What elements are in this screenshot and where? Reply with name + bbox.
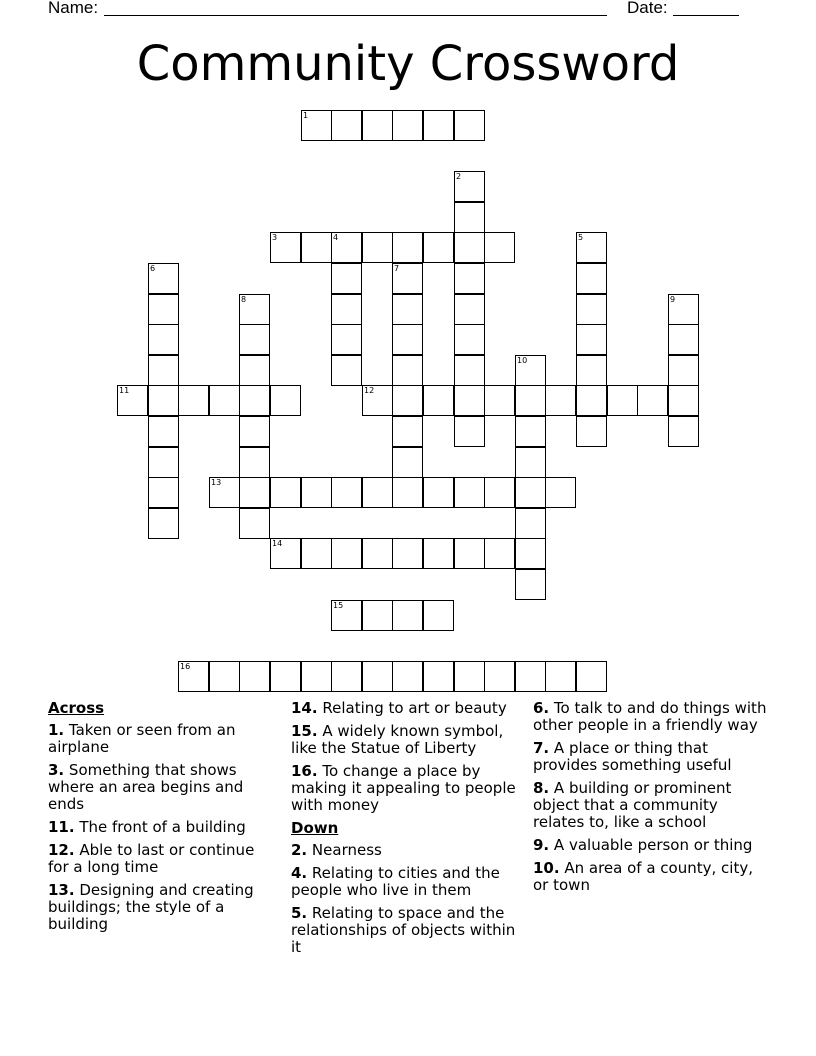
clue-number-label: 8 <box>241 295 247 304</box>
clue-number-label: 4 <box>333 233 339 242</box>
grid-cell[interactable] <box>423 110 454 141</box>
clue-number: 2. <box>291 841 308 859</box>
clue-number: 16. <box>291 762 318 780</box>
grid-cell[interactable] <box>178 661 209 692</box>
clue-text: A valuable person or thing <box>553 836 753 854</box>
grid-cell[interactable] <box>392 110 423 141</box>
grid-cell[interactable] <box>392 538 423 569</box>
grid-cell[interactable] <box>515 416 546 447</box>
clue-across-15 <box>291 723 528 757</box>
clue-text: Taken or seen from an airplane <box>48 721 236 756</box>
grid-cell[interactable] <box>515 538 546 569</box>
clue-text: To change a place by making it appealing to people with money <box>291 762 516 814</box>
grid-cell[interactable] <box>392 416 423 447</box>
grid-cell[interactable] <box>301 232 332 263</box>
grid-cell[interactable] <box>270 477 301 508</box>
grid-cell[interactable] <box>454 477 485 508</box>
grid-cell[interactable] <box>362 385 393 416</box>
grid-cell[interactable] <box>392 447 423 478</box>
clue-number-label: 14 <box>272 539 283 548</box>
clue-number: 12. <box>48 841 75 859</box>
date-label: Date: <box>627 0 668 17</box>
grid-cell[interactable] <box>209 385 240 416</box>
clue-number: 6. <box>533 699 550 717</box>
down-heading: Down <box>291 819 339 837</box>
clue-number: 4. <box>291 864 308 882</box>
grid-cell[interactable] <box>576 416 607 447</box>
grid-cell[interactable] <box>148 447 179 478</box>
grid-cell[interactable] <box>484 232 515 263</box>
clue-down-7 <box>533 740 773 774</box>
grid-cell[interactable] <box>331 263 362 294</box>
clue-number-label: 5 <box>578 233 584 242</box>
grid-cell[interactable] <box>423 600 454 631</box>
grid-cell[interactable] <box>576 385 607 416</box>
grid-cell[interactable] <box>423 538 454 569</box>
grid-cell[interactable] <box>301 661 332 692</box>
grid-cell[interactable] <box>148 294 179 325</box>
clue-across-1 <box>48 722 278 756</box>
grid-cell[interactable] <box>668 385 699 416</box>
grid-cell[interactable] <box>117 385 148 416</box>
grid-cell[interactable] <box>423 477 454 508</box>
grid-cell[interactable] <box>209 661 240 692</box>
grid-cell[interactable] <box>454 232 485 263</box>
grid-cell[interactable] <box>392 600 423 631</box>
grid-cell[interactable] <box>576 232 607 263</box>
clue-text: Relating to space and the relationships of objects within it <box>291 904 516 956</box>
grid-cell[interactable] <box>148 355 179 386</box>
clue-across-13 <box>48 882 278 933</box>
grid-cell[interactable] <box>392 232 423 263</box>
grid-cell[interactable] <box>576 324 607 355</box>
grid-cell[interactable] <box>576 355 607 386</box>
grid-cell[interactable] <box>331 477 362 508</box>
clue-down-9 <box>533 837 773 854</box>
clue-column-1 <box>48 700 278 939</box>
grid-cell[interactable] <box>301 538 332 569</box>
grid-cell[interactable] <box>270 385 301 416</box>
clue-number: 1. <box>48 721 65 739</box>
clue-number: 3. <box>48 761 65 779</box>
clue-down-4 <box>291 865 528 899</box>
clue-number-label: 12 <box>364 386 375 395</box>
across-heading: Across <box>48 699 105 717</box>
grid-cell[interactable] <box>331 661 362 692</box>
clue-down-8 <box>533 780 773 831</box>
grid-cell[interactable] <box>331 324 362 355</box>
grid-cell[interactable] <box>239 416 270 447</box>
grid-cell[interactable] <box>668 355 699 386</box>
page-title: Community Crossword <box>136 36 680 92</box>
grid-cell[interactable] <box>668 324 699 355</box>
grid-cell[interactable] <box>239 447 270 478</box>
grid-cell[interactable] <box>362 232 393 263</box>
clue-number-label: 10 <box>517 356 528 365</box>
grid-cell[interactable] <box>331 110 362 141</box>
grid-cell[interactable] <box>392 477 423 508</box>
grid-cell[interactable] <box>454 385 485 416</box>
grid-cell[interactable] <box>576 294 607 325</box>
grid-cell[interactable] <box>515 569 546 600</box>
grid-cell[interactable] <box>515 477 546 508</box>
grid-cell[interactable] <box>270 661 301 692</box>
grid-cell[interactable] <box>515 355 546 386</box>
grid-cell[interactable] <box>484 661 515 692</box>
grid-cell[interactable] <box>362 661 393 692</box>
grid-cell[interactable] <box>148 508 179 539</box>
clue-across-14 <box>291 700 528 717</box>
clue-number: 14. <box>291 699 318 717</box>
grid-cell[interactable] <box>637 385 668 416</box>
clue-text: Relating to art or beauty <box>322 699 507 717</box>
grid-cell[interactable] <box>454 538 485 569</box>
grid-cell[interactable] <box>515 508 546 539</box>
grid-cell[interactable] <box>178 385 209 416</box>
grid-cell[interactable] <box>239 508 270 539</box>
clue-down-2 <box>291 842 528 859</box>
grid-cell[interactable] <box>515 661 546 692</box>
grid-cell[interactable] <box>515 447 546 478</box>
clue-number: 5. <box>291 904 308 922</box>
grid-cell[interactable] <box>239 385 270 416</box>
grid-cell[interactable] <box>148 324 179 355</box>
grid-cell[interactable] <box>545 661 576 692</box>
grid-cell[interactable] <box>392 385 423 416</box>
grid-cell[interactable] <box>454 110 485 141</box>
name-label: Name: <box>48 0 99 17</box>
clue-text: A place or thing that provides something useful <box>533 739 732 774</box>
grid-cell[interactable] <box>576 263 607 294</box>
grid-cell[interactable] <box>331 232 362 263</box>
grid-cell[interactable] <box>392 661 423 692</box>
clue-text: A building or prominent object that a community relates to, like a school <box>533 779 732 831</box>
grid-cell[interactable] <box>148 477 179 508</box>
grid-cell[interactable] <box>239 355 270 386</box>
clue-down-6 <box>533 700 773 734</box>
clue-text: The front of a building <box>79 818 246 836</box>
grid-cell[interactable] <box>484 385 515 416</box>
grid-cell[interactable] <box>301 110 332 141</box>
grid-cell[interactable] <box>362 477 393 508</box>
clue-number-label: 3 <box>272 233 278 242</box>
clue-number: 8. <box>533 779 550 797</box>
grid-cell[interactable] <box>454 171 485 202</box>
clue-number: 10. <box>533 859 560 877</box>
grid-cell[interactable] <box>454 294 485 325</box>
grid-cell[interactable] <box>209 477 240 508</box>
clue-number-label: 16 <box>180 662 191 671</box>
grid-cell[interactable] <box>545 477 576 508</box>
clue-text: An area of a county, city, or town <box>533 859 753 894</box>
grid-cell[interactable] <box>362 538 393 569</box>
clue-number-label: 2 <box>456 172 462 181</box>
clue-text: Designing and creating buildings; the style of a building <box>48 881 254 933</box>
clue-number: 13. <box>48 881 75 899</box>
grid-cell[interactable] <box>331 355 362 386</box>
clue-text: Relating to cities and the people who live in them <box>291 864 500 899</box>
clue-number-label: 13 <box>211 478 222 487</box>
clue-down-10 <box>533 860 773 894</box>
grid-cell[interactable] <box>668 416 699 447</box>
grid-cell[interactable] <box>576 661 607 692</box>
clue-down-5 <box>291 905 528 956</box>
grid-cell[interactable] <box>484 477 515 508</box>
clue-number: 15. <box>291 722 318 740</box>
grid-cell[interactable] <box>148 263 179 294</box>
clue-number-label: 11 <box>119 386 130 395</box>
grid-cell[interactable] <box>270 232 301 263</box>
grid-cell[interactable] <box>239 324 270 355</box>
clue-number-label: 6 <box>150 264 156 273</box>
grid-cell[interactable] <box>331 294 362 325</box>
grid-cell[interactable] <box>515 385 546 416</box>
grid-cell[interactable] <box>454 324 485 355</box>
grid-cell[interactable] <box>392 324 423 355</box>
grid-cell[interactable] <box>392 294 423 325</box>
clue-number: 11. <box>48 818 75 836</box>
clue-text: To talk to and do things with other people in a friendly way <box>533 699 767 734</box>
grid-cell[interactable] <box>545 385 576 416</box>
grid-cell[interactable] <box>392 355 423 386</box>
clue-number-label: 1 <box>303 111 309 120</box>
grid-cell[interactable] <box>454 661 485 692</box>
grid-cell[interactable] <box>331 538 362 569</box>
grid-cell[interactable] <box>423 385 454 416</box>
grid-cell[interactable] <box>239 477 270 508</box>
clue-text: A widely known symbol, like the Statue of Liberty <box>291 722 504 757</box>
clue-number-label: 9 <box>670 295 676 304</box>
grid-cell[interactable] <box>239 294 270 325</box>
grid-cell[interactable] <box>484 538 515 569</box>
grid-cell[interactable] <box>148 385 179 416</box>
clue-text: Nearness <box>311 841 382 859</box>
grid-cell[interactable] <box>392 263 423 294</box>
clue-number: 7. <box>533 739 550 757</box>
grid-cell[interactable] <box>270 538 301 569</box>
grid-cell[interactable] <box>148 416 179 447</box>
clue-number: 9. <box>533 836 550 854</box>
grid-cell[interactable] <box>239 661 270 692</box>
clue-text: Something that shows where an area begins and ends <box>48 761 244 813</box>
clue-across-3 <box>48 762 278 813</box>
clue-across-12 <box>48 842 278 876</box>
grid-cell[interactable] <box>668 294 699 325</box>
grid-cell[interactable] <box>454 263 485 294</box>
grid-cell[interactable] <box>301 477 332 508</box>
grid-cell[interactable] <box>423 661 454 692</box>
clue-number-label: 7 <box>394 264 400 273</box>
clue-number-label: 15 <box>333 601 344 610</box>
grid-cell[interactable] <box>454 355 485 386</box>
clue-across-11 <box>48 819 278 836</box>
grid-cell[interactable] <box>454 416 485 447</box>
grid-cell[interactable] <box>607 385 638 416</box>
grid-cell[interactable] <box>362 600 393 631</box>
clue-across-16 <box>291 763 528 814</box>
clue-column-3 <box>533 700 773 900</box>
grid-cell[interactable] <box>454 202 485 233</box>
clue-column-2 <box>291 700 528 962</box>
grid-cell[interactable] <box>423 232 454 263</box>
grid-cell[interactable] <box>331 600 362 631</box>
grid-cell[interactable] <box>362 110 393 141</box>
clue-text: Able to last or continue for a long time <box>48 841 255 876</box>
